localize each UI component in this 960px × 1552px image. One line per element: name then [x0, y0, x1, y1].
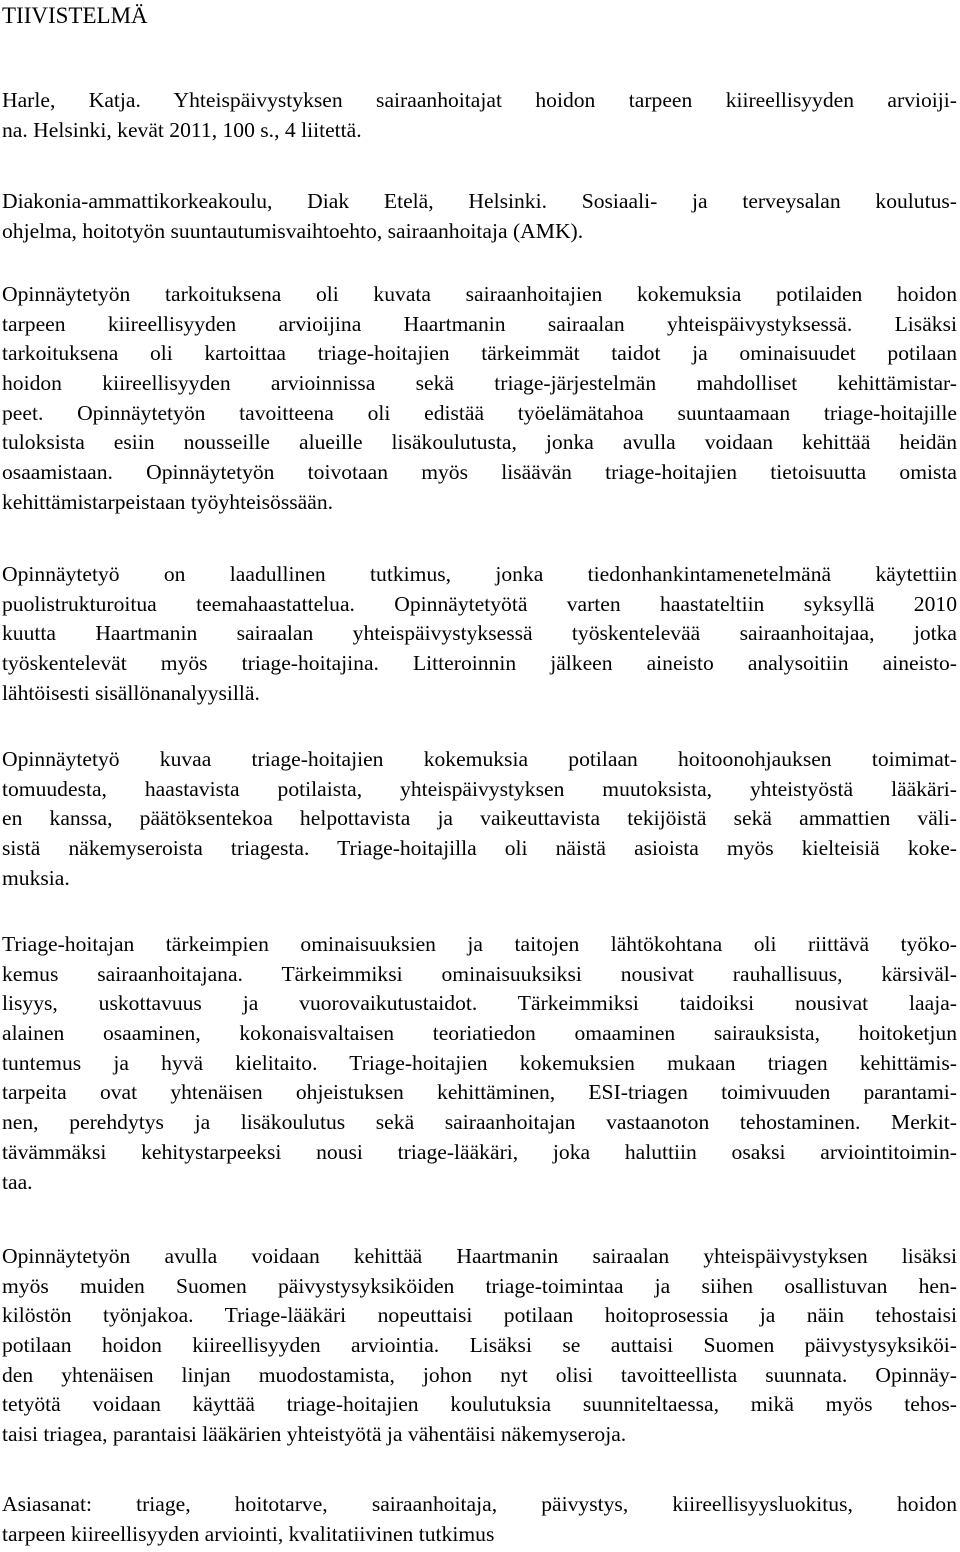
text-line: lisyys, uskottavuus ja vuorovaikutustaidot. Tärkeimmiksi taidoiksi nousivat laaja-: [2, 991, 957, 1016]
citation-paragraph: [2, 86, 957, 145]
text-line: tuntemus ja hyvä kielitaito. Triage-hoitajien kokemuksien mukaan triagen kehittämis-: [2, 1050, 957, 1075]
text-line: kemus sairaanhoitajana. Tärkeimmiksi ominaisuuksiksi nousivat rauhallisuus, kärsiväl-: [2, 961, 957, 986]
text-line: Opinnäytetyö kuvaa triage-hoitajien kokemuksia potilaan hoitoonohjauksen toimimat-: [2, 747, 957, 771]
text-line: tarpeen kiireellisyyden arvioijina Haartmanin sairaalan yhteispäivystyksessä. Lisäksi: [2, 311, 957, 336]
text-line: tetyötä voidaan käyttää triage-hoitajien koulutuksia suunniteltaessa, mikä myös tehos-: [2, 1392, 957, 1417]
text-line: Opinnäytetyön avulla voidaan kehittää Haartmanin sairaalan yhteispäivystyksen lisäksi: [2, 1244, 957, 1268]
text-line: Asiasanat: triage, hoitotarve, sairaanhoitaja, päivystys, kiireellisyysluokitus, hoidon: [2, 1492, 957, 1516]
text-line: tarpeita ovat yhtenäisen ohjeistuksen kehittäminen, ESI-triagen toimivuuden parantami-: [2, 1080, 957, 1105]
text-line: alainen osaaminen, kokonaisvaltaisen teoriatiedon omaaminen sairauksista, hoitoketjun: [2, 1021, 957, 1046]
text-line: nen, perehdytys ja lisäkoulutus sekä sairaanhoitajan vastaanoton tehostaminen. Merkit-: [2, 1110, 957, 1135]
text-line: osaamistaan. Opinnäytetyön toivotaan myös lisäävän triage-hoitajien tietoisuutta omista: [2, 460, 957, 485]
text-line: työskentelevät myös triage-hoitajina. Litteroinnin jälkeen aineisto analysoitiin aineisto-: [2, 651, 957, 676]
text-line: tuloksista esiin nousseille alueille lisäkoulutusta, jonka avulla voidaan kehittää heidän: [2, 430, 957, 455]
text-line: lähtöisesti sisällönanalyysillä.: [2, 680, 260, 705]
skills-paragraph: [2, 930, 957, 1197]
text-line: potilaan hoidon kiireellisyyden arviointia. Lisäksi se auttaisi Suomen päivystysyksiköi-: [2, 1333, 957, 1358]
institution-paragraph: [2, 187, 957, 246]
text-line: tarkoituksena oli kartoittaa triage-hoitajien tärkeimmät taidot ja ominaisuudet potilaan: [2, 341, 957, 366]
page-title: TIIVISTELMÄ: [2, 3, 148, 28]
text-line: Triage-hoitajan tärkeimpien ominaisuuksien ja taitojen lähtökohtana oli riittävä työko-: [2, 932, 957, 956]
text-line: Opinnäytetyön tarkoituksena oli kuvata sairaanhoitajien kokemuksia potilaiden hoidon: [2, 282, 957, 306]
results-paragraph: [2, 745, 957, 893]
text-line: tarpeen kiireellisyyden arviointi, kvalitatiivinen tutkimus: [2, 1521, 495, 1546]
text-line: kehittämistarpeistaan työyhteisössään.: [2, 489, 334, 514]
method-paragraph: [2, 560, 957, 708]
text-line: kilöstön työnjakoa. Triage-lääkäri nopeuttaisi potilaan hoitoprosessia ja näin tehostaisi: [2, 1303, 957, 1328]
text-line: den yhtenäisen linjan muodostamista, johon nyt olisi tavoitteellista suunnata. Opinnäy-: [2, 1362, 957, 1387]
text-line: tomuudesta, haastavista potilaista, yhteispäivystyksen muutoksista, yhteistyöstä lääkäri-: [2, 776, 957, 801]
text-line: peet. Opinnäytetyön tavoitteena oli edistää työelämätahoa suuntaamaan triage-hoitajille: [2, 400, 957, 425]
text-line: ohjelma, hoitotyön suuntautumisvaihtoehto, sairaanhoitaja (AMK).: [2, 218, 584, 243]
text-line: Opinnäytetyö on laadullinen tutkimus, jonka tiedonhankintamenetelmänä käytettiin: [2, 562, 957, 586]
text-line: myös muiden Suomen päivystysyksiköiden triage-toimintaa ja siihen osallistuvan hen-: [2, 1273, 957, 1298]
keywords-paragraph: [2, 1490, 957, 1549]
text-line: tävämmäksi kehitystarpeeksi nousi triage-lääkäri, joka haluttiin osaksi arviointitoimin-: [2, 1139, 957, 1164]
text-line: sistä näkemyseroista triagesta. Triage-hoitajilla oli näistä asioista myös kielteisiä koke-: [2, 836, 957, 861]
text-line: taisi triagea, parantaisi lääkärien yhteistyötä ja vähentäisi näkemyseroja.: [2, 1422, 627, 1447]
text-line: puolistrukturoitua teemahaastattelua. Opinnäytetyötä varten haastateltiin syksyllä 2010: [2, 591, 957, 616]
text-line: Diakonia-ammattikorkeakoulu, Diak Etelä, Helsinki. Sosiaali- ja terveysalan koulutus-: [2, 189, 957, 213]
text-line: Harle, Katja. Yhteispäivystyksen sairaanhoitajat hoidon tarpeen kiireellisyyden arvioiji-: [2, 88, 957, 112]
text-line: taa.: [2, 1169, 33, 1194]
text-line: na. Helsinki, kevät 2011, 100 s., 4 liitettä.: [2, 117, 362, 142]
text-line: muksia.: [2, 865, 70, 890]
text-line: kuutta Haartmanin sairaalan yhteispäivystyksessä työskentelevää sairaanhoitajaa, jotka: [2, 621, 957, 646]
text-line: en kanssa, päätöksentekoa helpottavista ja vaikeuttavista tekijöistä sekä ammattien väli-: [2, 806, 957, 831]
purpose-paragraph: [2, 280, 957, 518]
conclusion-paragraph: [2, 1242, 957, 1450]
text-line: hoidon kiireellisyyden arvioinnissa sekä triage-järjestelmän mahdolliset kehittämistar-: [2, 371, 957, 396]
